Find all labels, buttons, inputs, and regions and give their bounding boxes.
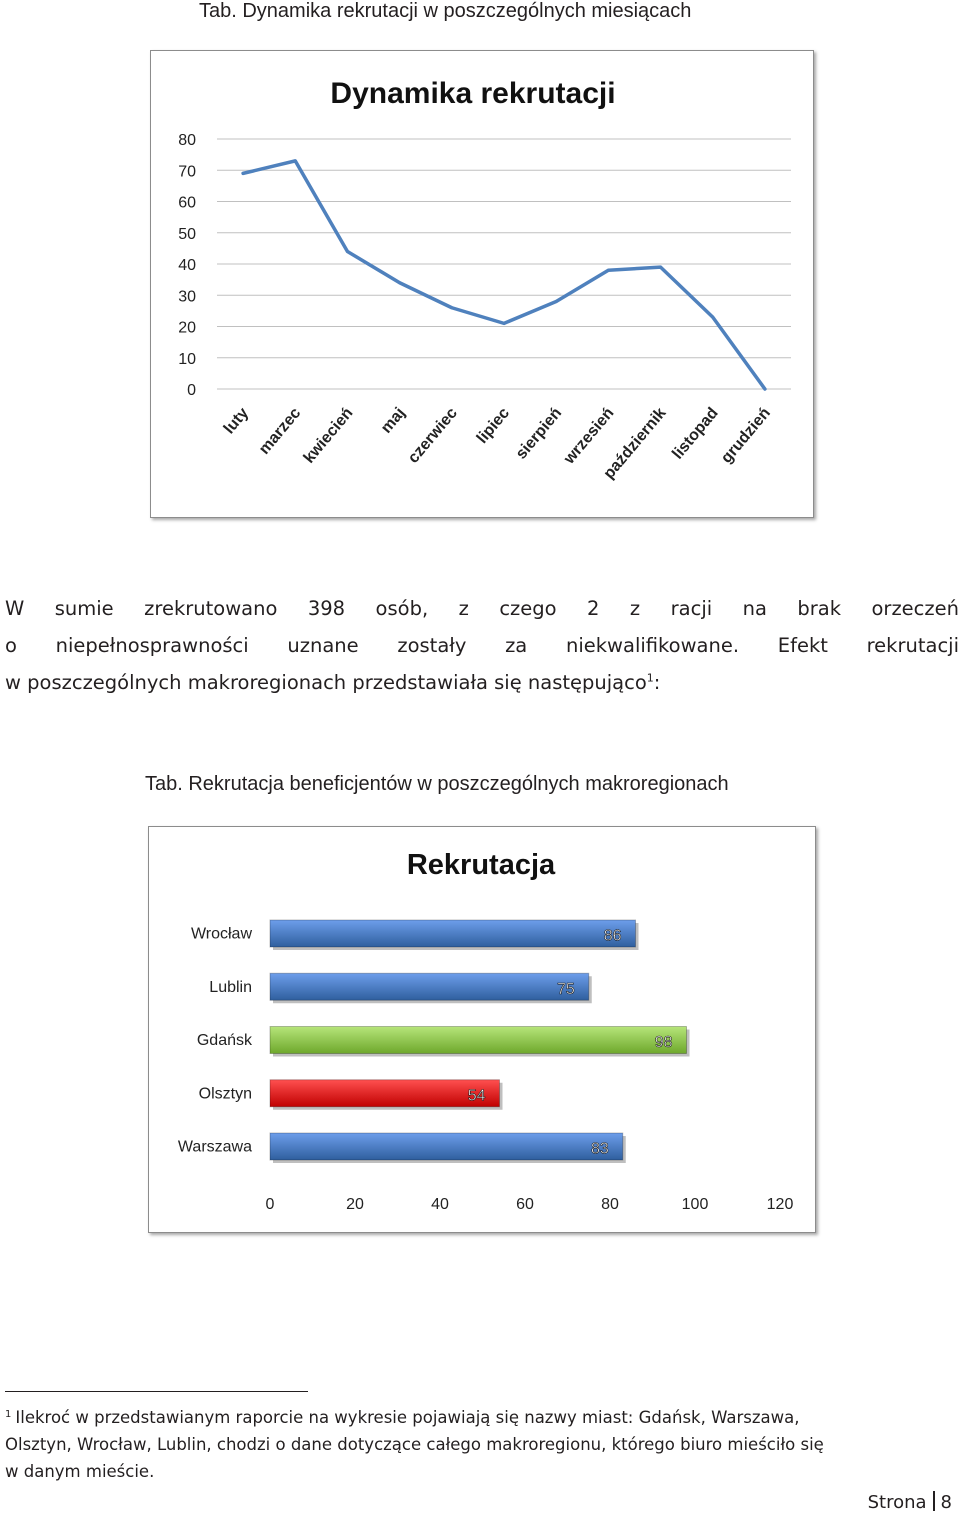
y-tick-label: 80 [178,132,196,149]
category-label: Olsztyn [198,1085,252,1103]
bar-value-label: 54 [467,1087,486,1105]
x-tick-label: październik [600,404,670,483]
bar-value-label: 75 [556,980,575,998]
bar [270,1080,500,1107]
line-chart-svg [151,51,815,519]
paragraph-line-3-wrap [5,664,959,701]
y-tick-label: 30 [178,288,196,306]
bar [270,973,589,1000]
x-tick-label: kwiecień [300,404,357,467]
paragraph-line-3-end: : [653,671,661,694]
footnote-marker: 1 [5,1408,12,1420]
line-chart-title: Dynamika rekrutacji [330,77,616,110]
bar [270,1133,623,1160]
category-label: Lublin [209,978,252,996]
footnote-reference[interactable]: 1 [646,671,654,685]
y-tick-label: 70 [178,163,196,181]
data-point [294,159,297,162]
footnote-line-3: w danym mieście. [5,1462,155,1481]
data-point [346,250,349,253]
x-tick-label: 120 [766,1196,794,1213]
x-tick-label: 100 [681,1196,709,1213]
bar-value-label: 83 [590,1140,609,1158]
bar-chart-title: Rekrutacja [406,849,556,881]
data-point [763,388,766,391]
line-chart [150,50,814,518]
bar-chart-caption: Tab. Rekrutacja beneficjentów w poszczególnych makroregionach [145,773,729,795]
x-tick-label: czerwiec [404,404,461,467]
x-tick-label: luty [220,404,253,438]
series-line [243,161,765,389]
page-footer [868,1491,952,1513]
bar [270,1027,687,1054]
category-label: Warszawa [177,1138,252,1156]
bar-value-label: 98 [654,1034,673,1051]
data-point [607,269,610,272]
x-tick-label: 60 [516,1196,534,1213]
line-chart-caption: Tab. Dynamika rekrutacji w poszczególnych miesiącach [199,0,692,22]
x-tick-label: sierpień [512,404,566,463]
paragraph-line-3: w poszczególnych makroregionach przedstawiała się następująco [5,671,647,694]
y-tick-label: 50 [178,225,196,243]
page-separator [933,1491,935,1511]
footnote-line-1 [5,1404,799,1431]
x-tick-label: 20 [346,1196,364,1213]
x-tick-label: wrzesień [560,404,618,468]
x-tick-label: marzec [255,404,305,458]
x-tick-label: 0 [265,1196,275,1213]
y-tick-label: 0 [187,382,196,399]
paragraph-line-2: o niepełnosprawności uznane zostały za niekwalifikowane. Efekt rekrutacji [5,634,959,657]
page-label: Strona [867,1492,927,1513]
footnote-line-2: Olsztyn, Wrocław, Lublin, chodzi o dane dotyczące całego makroregionu, którego biuro mieściło się [5,1435,824,1454]
y-tick-label: 40 [178,257,196,274]
x-tick-label: 40 [431,1196,449,1213]
category-label: Wrocław [190,925,252,943]
data-point [242,172,245,175]
data-point [711,316,714,319]
data-point [450,306,453,309]
x-tick-label: 80 [601,1196,619,1213]
paragraph-line-1: W sumie zrekrutowano 398 osób, z czego 2 z racji na brak orzeczeń [5,597,959,620]
footnote-separator [5,1391,308,1392]
summary-paragraph [5,590,959,701]
data-point [659,266,662,269]
x-tick-label: lipiec [473,404,514,447]
data-point [503,322,506,325]
x-tick-label: listopad [669,404,722,463]
x-tick-label: grudzień [718,404,774,467]
bar-value-label: 86 [603,927,622,945]
bar-chart-svg [149,827,817,1234]
data-point [398,281,401,284]
y-tick-label: 20 [178,319,196,337]
footnote-text-1: Ilekroć w przedstawianym raporcie na wykresie pojawiają się nazwy miast: Gdańsk, Warszawa, [15,1408,800,1427]
bar [270,920,636,947]
x-tick-label: maj [377,404,409,437]
data-point [555,300,558,303]
page-number: 8 [940,1492,952,1513]
y-tick-label: 10 [178,350,196,368]
bar-chart [148,826,816,1233]
category-label: Gdańsk [196,1032,252,1049]
y-tick-label: 60 [178,194,196,212]
